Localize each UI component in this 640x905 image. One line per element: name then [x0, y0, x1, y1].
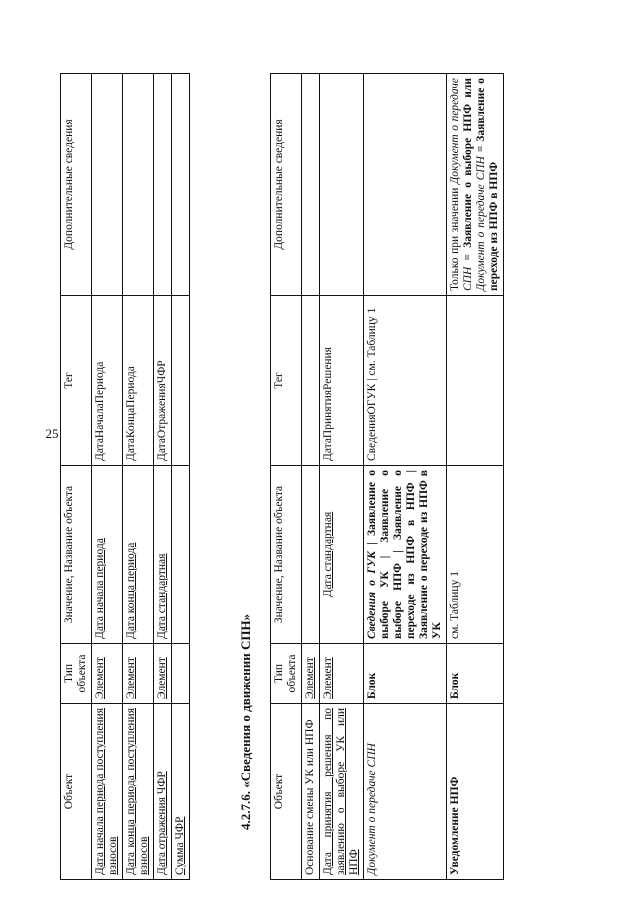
cell-value [302, 466, 320, 644]
cell-type: Блок [364, 644, 447, 704]
cell-object: Дата начала периода поступления взносов [92, 704, 123, 880]
cell-info [123, 74, 154, 296]
table-row [154, 74, 172, 880]
choice-separator: | [379, 555, 391, 559]
cell-object: Дата принятия решения по заявлению о выборе УК или НПФ [320, 704, 364, 880]
cell-object: Дата конца периода поступления взносов [123, 704, 154, 880]
cell-tag [172, 296, 190, 466]
cell-value: Дата стандартная [320, 466, 364, 644]
table-row [447, 74, 504, 880]
cell-info [154, 74, 172, 296]
info-doc-1: Документ о передаче СПН [449, 77, 474, 291]
cell-value [172, 466, 190, 644]
rotated-page-content [20, 10, 620, 890]
col-header-value: Значение, Название объекта [271, 466, 302, 644]
cell-info-condition [447, 74, 504, 296]
table-row [320, 74, 364, 880]
section-title: 4.2.7.6. «Сведения о движении СПН» [238, 613, 253, 830]
table-row [172, 74, 190, 880]
choice-uk: Заявление о выборе УК [366, 469, 391, 639]
choice-gyk: Сведения о ГУК [366, 551, 378, 639]
info-doc-2: Документ о передаче СПН [475, 156, 487, 291]
info-value-1: = Заявление о выборе НПФ или [462, 77, 474, 261]
col-header-value: Значение, Название объекта [61, 466, 92, 644]
choice-separator: | [392, 550, 404, 553]
cell-object: Сумма ЧФР [172, 704, 190, 880]
cell-type [172, 644, 190, 704]
cell-value-choice [364, 466, 447, 644]
cell-value: Дата начала периода [92, 466, 123, 644]
cell-info [92, 74, 123, 296]
table-row [302, 74, 320, 880]
choice-separator: | [366, 542, 378, 545]
table-row [364, 74, 447, 880]
col-header-object: Объект [61, 704, 92, 880]
cell-info [172, 74, 190, 296]
table-spn-movement [270, 73, 504, 880]
cell-tag [447, 296, 504, 466]
col-header-tag: Тег [61, 296, 92, 466]
cell-info [320, 74, 364, 296]
cell-type: Элемент [302, 644, 320, 704]
cell-type: Элемент [92, 644, 123, 704]
page-number: 25 [45, 426, 59, 441]
cell-tag: ДатаКонцаПериода [123, 296, 154, 466]
cell-object: Документ о передаче СПН [364, 704, 447, 880]
col-header-object: Объект [271, 704, 302, 880]
table-row [92, 74, 123, 880]
cell-tag: ДатаПринятияРешения [320, 296, 364, 466]
cell-tag [302, 296, 320, 466]
cell-type: Элемент [320, 644, 364, 704]
choice-separator: | [405, 470, 417, 473]
tag-name: СведенияОГУК [366, 383, 378, 461]
table-periods [60, 73, 190, 880]
table-header-row [61, 74, 92, 880]
cell-info [364, 74, 447, 296]
info-prefix: Только при значении [449, 187, 461, 291]
choice-npf-uk: Заявление о переходе из НПФ в УК [418, 470, 443, 639]
cell-value: см. Таблицу 1 [447, 466, 504, 644]
col-header-info: Дополнительные сведения [271, 74, 302, 296]
info-value-2: = Заявление о переходе из НПФ в НПФ [475, 78, 500, 291]
cell-info [302, 74, 320, 296]
col-header-tag: Тег [271, 296, 302, 466]
choice-npf-npf: Заявление о переходе из НПФ в НПФ [392, 470, 417, 639]
col-header-type: Тип объекта [61, 644, 92, 704]
col-header-type: Тип объекта [271, 644, 302, 704]
cell-type: Блок [447, 644, 504, 704]
cell-tag: ДатаНачалаПериода [92, 296, 123, 466]
cell-object: Основание смены УК или НПФ [302, 704, 320, 880]
col-header-info: Дополнительные сведения [61, 74, 92, 296]
cell-tag [364, 296, 447, 466]
table-header-row [271, 74, 302, 880]
choice-npf: Заявление о выборе НПФ [379, 470, 404, 639]
tag-separator: | [366, 378, 378, 381]
cell-value: Дата стандартная [154, 466, 172, 644]
cell-type: Элемент [123, 644, 154, 704]
tag-ref: см. Таблицу 1 [366, 307, 378, 376]
cell-type: Элемент [154, 644, 172, 704]
cell-tag: ДатаОтраженияЧФР [154, 296, 172, 466]
table-row [123, 74, 154, 880]
cell-value: Дата конца периода [123, 466, 154, 644]
cell-object: Уведомление НПФ [447, 704, 504, 880]
cell-object: Дата отражения ЧФР [154, 704, 172, 880]
